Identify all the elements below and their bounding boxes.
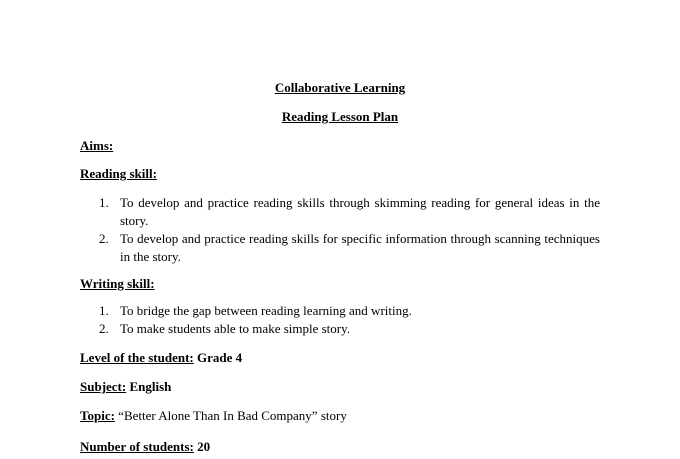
writing-skill-heading: Writing skill: xyxy=(80,276,155,291)
level-row xyxy=(80,350,242,366)
list-item-text: To develop and practice reading skills through skimming reading for general ideas in the story. xyxy=(120,195,600,228)
document-title: Collaborative Learning xyxy=(274,80,406,95)
list-item-number: 1. xyxy=(99,303,109,318)
subject-value: English xyxy=(126,379,172,394)
students-label: Number of students: xyxy=(80,439,194,454)
level-value: Grade 4 xyxy=(193,350,243,365)
list-item-text: To bridge the gap between reading learning and writing. xyxy=(120,303,412,318)
subject-label: Subject: xyxy=(80,379,127,394)
list-item-text: To develop and practice reading skills for specific information through scanning techniques in the story. xyxy=(120,231,600,264)
topic-row xyxy=(80,408,347,424)
topic-label: Topic: xyxy=(80,408,115,423)
students-row xyxy=(80,439,210,455)
subject-row xyxy=(80,379,171,395)
level-label: Level of the student: xyxy=(80,350,194,365)
topic-value: “Better Alone Than In Bad Company” story xyxy=(114,408,347,423)
list-item-number: 1. xyxy=(99,195,109,210)
reading-skill-heading: Reading skill: xyxy=(80,166,157,181)
list-item-number: 2. xyxy=(99,321,109,336)
document-subtitle: Reading Lesson Plan xyxy=(281,109,399,124)
list-item-text: To make students able to make simple story. xyxy=(120,321,351,336)
aims-heading: Aims: xyxy=(80,138,114,153)
students-value: 20 xyxy=(193,439,211,454)
list-item-number: 2. xyxy=(99,231,109,246)
